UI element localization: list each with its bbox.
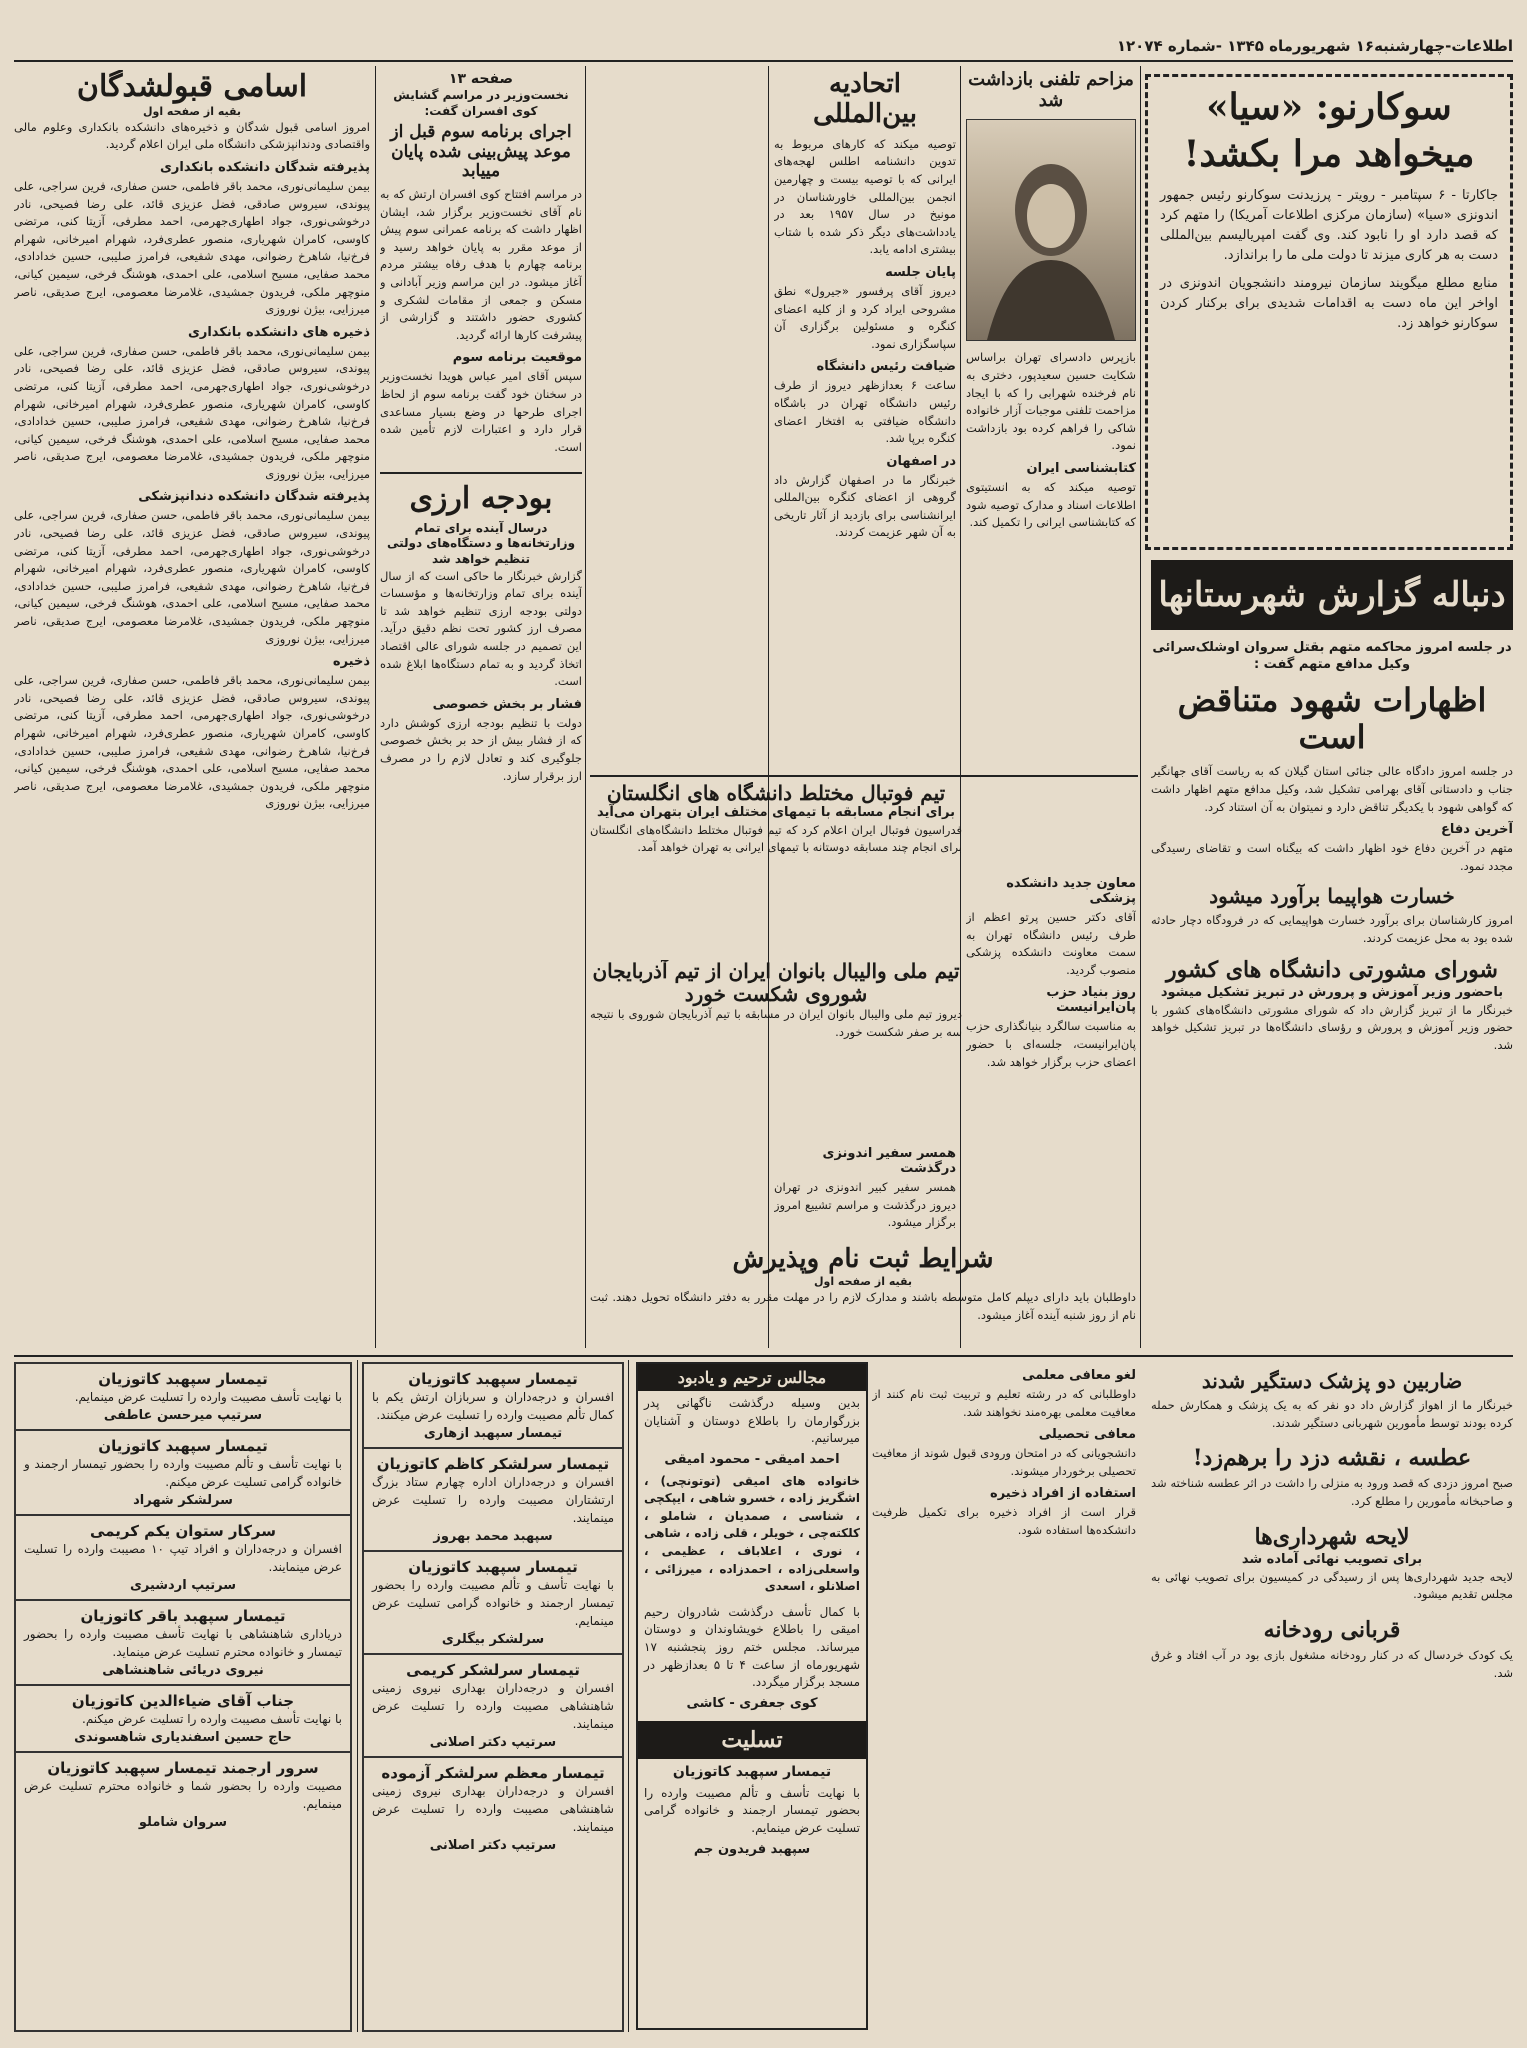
provinces-sec1: آخرین دفاع <box>1441 822 1513 838</box>
pm-body: در مراسم افتتاح کوی افسران ارتش که به نام آقای نخست‌وزیر برگزار شد، ایشان اظهار داشت که برنامه عمرانی سوم پیش از موعد مقرر به پایان خواهد رسید و برنامه چهارم با هدف رفاه بیشتر مردم آغاز میشود. در این مراسم وزیر آبادانی و مسکن و جمعی از مقامات لشکری و کشوری حضور داشتند و گزارشی از پیشرفت کارها ارائه گردید. <box>380 187 582 342</box>
lists-s4: ذخیره <box>332 654 370 670</box>
doctors-headline: ضاربین دو پزشک دستگیر شدند <box>1201 1369 1463 1393</box>
municipalities-body: لایحه جدید شهرداری‌ها پس از رسیدگی در کمیسیون برای تصویب نهائی به مجلس تقدیم میشود. <box>1151 1569 1513 1602</box>
masthead-issue: اطلاعات-چهارشنبه۱۶ شهریورماه ۱۳۴۵ -شماره ۱۲۰۷۴ <box>1116 37 1513 55</box>
notices-left <box>14 1362 352 2032</box>
notice-body: دریاداری شاهنشاهی با نهایت تأسف مصیبت وارده را بحضور تیمسار و خانواده محترم تسلیت عرض مینماید. <box>24 1627 342 1659</box>
lists-column <box>14 70 370 1350</box>
page-number: صفحه ۱۳ <box>448 71 514 87</box>
intl-sec2-body: ساعت ۶ بعدازظهر دیروز از طرف رئیس دانشگاه تهران در باشگاه دانشگاه ضیافتی به افتخار اعضای کنگره برپا شد. <box>774 378 956 446</box>
lists-s3: پذیرفته شدگان دانشکده دندانپزشکی <box>138 489 370 505</box>
provinces-banner: دنباله گزارش شهرستانها <box>1151 560 1513 630</box>
notice-title: تیمسار معظم سرلشکر آزموده <box>381 1764 605 1782</box>
notice-title: جناب آقای ضیاءالدین کاتوزیان <box>71 1692 295 1710</box>
pm-sec1: موقعیت برنامه سوم <box>452 350 582 366</box>
notice-sign: سرتیپ میرحسن عاطفی <box>103 1408 263 1423</box>
notice-sign: سرتیپ دکتر اصلانی <box>429 1735 557 1750</box>
football-body: فدراسیون فوتبال ایران اعلام کرد که تیم فوتبال مختلط دانشگاه‌های انگلستان برای انجام چند مسابقه دوستانه با تیمهای ایرانی به تهران خواهد آمد. <box>590 822 962 855</box>
airplane-body: امروز کارشناسان برای برآورد خسارت هواپیمایی که در فرودگاه دچار حادثه شده بود به محل عزیمت کردند. <box>1151 913 1513 945</box>
phone-body: بازپرس دادسرای تهران براساس شکایت حسین سعیدپور، دختری به نام فرخنده شهرابی را که با ایجاد مزاحمت تلفنی موجبات آزار خانواده شاکی را فراهم کرده بود بازداشت نمود. <box>966 350 1136 453</box>
soekarno-headline-2: میخواهد مرا بکشد! <box>1183 133 1475 176</box>
notice-sign: سپهبد محمد بهروز <box>433 1529 553 1544</box>
notice-title: تیمسار سپهبد کاتوزیان <box>408 1370 578 1388</box>
woman-photo <box>966 119 1136 341</box>
budget-body: گزارش خبرنگار ما حاکی است که از سال آینده برای تمام وزارتخانه‌ها و مؤسسات دولتی بودجه ارزی تنظیم خواهد شد تا مصرف ارز کشور تحت نظم دقیق درآید. این تصمیم در جلسه شورای عالی اقتصاد اتخاذ گردید و به تمام دستگاه‌ها ابلاغ شده است. <box>380 568 582 689</box>
lists-headline: اسامی قبولشدگان <box>76 70 308 104</box>
registration-body: داوطلبان باید دارای دیپلم کامل متوسطه باشند و مدارک لازم را در مهلت مقرر به دفتر دانشگاه تحویل دهند. ثبت نام از روز شنبه آینده آغاز میشود. <box>590 1290 1136 1322</box>
intl-headline: اتحادیه بین‌المللی <box>813 70 917 129</box>
col-rule-1 <box>1140 66 1141 1348</box>
registration-sec2-body: دانشجویانی که در امتحان ورودی قبول شوند از معافیت تحصیلی برخوردار میشوند. <box>872 1446 1136 1478</box>
registration-sec2: معافی تحصیلی <box>1038 1427 1136 1443</box>
notice-middle-4 <box>364 1758 622 1859</box>
notice-title: سرکار ستوان یکم کریمی <box>90 1522 276 1540</box>
notice-body: افسران و درجه‌داران و افراد تیپ ۱۰ مصیبت وارده را تسلیت عرض مینمایند. <box>24 1542 342 1574</box>
notice-title: تیمسار سرلشکر کریمی <box>406 1661 580 1679</box>
provinces-body: در جلسه امروز دادگاه عالی جنائی استان گیلان که به ریاست آقای جهانگیر جناب و دادستانی آقای بهرامی تشکیل شد، وکیل مدافع متهم اظهار داشت که گواهی شهود با یکدیگر تناقض دارد و نمیتوان به آن استناد کرد. <box>1151 764 1513 814</box>
budget-sec2: فشار بر بخش خصوصی <box>432 696 582 712</box>
notice-left-0 <box>16 1364 350 1431</box>
memorial-banner: مجالس ترحیم و یادبود <box>638 1364 866 1391</box>
phone-sec1: کتابشناسی ایران <box>1026 460 1136 476</box>
notice-title: تیمسار سرلشکر کاظم کاتوزیان <box>376 1455 610 1473</box>
ambassador-headline: همسر سفیر اندونزی درگذشت <box>822 1146 956 1176</box>
soekarno-box <box>1145 74 1513 550</box>
top-rule <box>14 60 1513 62</box>
notice-title: سرور ارجمند تیمسار سپهبد کاتوزیان <box>47 1759 319 1777</box>
memorial-sign-3: کوی جعفری - کاشی <box>686 1695 818 1711</box>
notice-left-1 <box>16 1431 350 1516</box>
intl-sec3-body: خبرنگار ما در اصفهان گزارش داد گروهی از اعضای کنگره بین‌المللی ایرانشناسی برای بازدید از آثار تاریخی به آن شهر عزیمت کردند. <box>774 472 956 540</box>
lists-names-1: بیمن سلیمانی‌نوری، محمد باقر فاطمی، حسن صفاری، فرین سراجی، علی پیوندی، سیروس صادقی، فضل عزیزی قائد، علی رضا فصیحی، نادر درخوشی‌نوری، جواد اطهاری‌جهرمی، احمد مطرفی، آزیتا کنی، مرتضی کاوسی، کامران شهریاری، منصور عطری‌فرد، شهرام امیرخانی، شهرام فرخ‌نیا، شاهرخ رضوانی، مهدی شفیعی، فرامرز صلیبی، حسین خدادادی، محمد صفایی، مسیح اسلامی، علی احمدی، هوشنگ فرخی، سیمین کیانی، منوچهر ملکی، فریدون جمشیدی، غلامرضا معصومی، ایرج صدیقی، ناصر میرزایی، بیژن نوروزی <box>14 178 370 317</box>
football-subhead: برای انجام مسابقه با تیمهای مختلف ایران بتهران می‌آید <box>597 805 955 820</box>
provinces-headline: اظهارات شهود متناقض است <box>1177 680 1487 756</box>
lists-names-2: بیمن سلیمانی‌نوری، محمد باقر فاطمی، حسن صفاری، فرین سراجی، علی پیوندی، سیروس صادقی، فضل عزیزی قائد، علی رضا فصیحی، نادر درخوشی‌نوری، جواد اطهاری‌جهرمی، احمد مطرفی، آزیتا کنی، مرتضی کاوسی، کامران شهریاری، منصور عطری‌فرد، شهرام امیرخانی، شهرام فرخ‌نیا، شاهرخ رضوانی، مهدی شفیعی، فرامرز صلیبی، حسین خدادادی، محمد صفایی، مسیح اسلامی، علی احمدی، هوشنگ فرخی، سیمین کیانی، منوچهر ملکی، فریدون جمشیدی، غلامرضا معصومی، ایرج صدیقی، ناصر میرزایی، بیژن نوروزی <box>14 343 370 481</box>
col-rule-3 <box>768 66 769 1348</box>
intl-column <box>774 70 956 770</box>
medical-block <box>966 870 1136 1110</box>
photo-figure-icon <box>967 120 1135 340</box>
registration-sec1: لغو معافی معلمی <box>1022 1368 1136 1383</box>
notice-title: تیمسار سپهبد باقر کاتوزیان <box>80 1607 286 1625</box>
universities-subhead: باحضور وزیر آموزش و پرورش در تبریز تشکیل میشود <box>1160 984 1504 1000</box>
notice-middle-1 <box>364 1449 622 1552</box>
memorial-body-1: بدین وسیله درگذشت ناگهانی پدر بزرگوارمان را باطلاع دوستان و آشنایان میرسانیم. <box>644 1396 860 1446</box>
universities-headline: شورای مشورتی دانشگاه های کشور <box>1166 956 1498 983</box>
intl-sec1: پایان جلسه <box>885 264 956 280</box>
notice-middle-2 <box>364 1552 622 1655</box>
lists-lead: امروز اسامی قبول شدگان و ذخیره‌های دانشکده بانکداری وعلوم مالی واقتصادی ودندانپزشکی دانشگاه ملی ایران اعلام گردید. <box>14 119 370 152</box>
registration-headline: شرایط ثبت نام وپذیرش <box>732 1245 994 1274</box>
registration-intro: بقیه از صفحه اول <box>813 1274 913 1288</box>
middle-column <box>380 70 582 1350</box>
medical-headline: معاون جدید دانشکده پزشکی <box>1006 876 1136 906</box>
notice-body: با نهایت تأسف و تألم مصیبت وارده را بحضور تیمسار ارجمند و خانواده گرامی تسلیت عرض مینمایم. <box>372 1578 614 1628</box>
soekarno-body-2: منابع مطلع میگویند سازمان نیرومند دانشجویان اندونزی در اواخر این ماه دست به اقدامات شدیدی برای برکنار کردن سوکارنو خواهد زد. <box>1160 275 1498 331</box>
memorial-families: خانواده های امیقی (توتونچی) ، اشگریز زاده ، خسرو شاهی ، ایپکچی ، شناسی ، صمدیان ، شاملو ، کلکته‌چی ، خویلر ، قلی زاده ، شاهی ، نوری ، اعلاباف ، عظیمی ، واسعلی‌زاده ، احمدزاده ، میرزائی ، اصلانلو ، اسعدی <box>644 1473 860 1594</box>
notice-sign: سرتیپ اردشیری <box>129 1578 237 1593</box>
registration-sec3-body: قرار است از افراد ذخیره برای تکمیل ظرفیت دانشکده‌ها استفاده شود. <box>872 1505 1136 1537</box>
condolence-banner: تسلیت <box>638 1721 866 1759</box>
notice-sign: سرتیپ دکتر اصلانی <box>429 1838 557 1853</box>
memorial-sign-1: احمد امیقی - محمود امیقی <box>664 1451 840 1467</box>
ambassador-block <box>774 1140 956 1240</box>
notice-body: افسران و درجه‌داران و سربازان ارتش یکم با کمال تألم مصیبت وارده را تسلیت عرض میکنند. <box>372 1390 614 1422</box>
river-headline: قربانی رودخانه <box>1263 1617 1401 1644</box>
party-headline: روز بنیاد حزب پان‌ایرانیست <box>1046 985 1136 1016</box>
pm-sec1-body: سپس آقای امیر عباس هویدا نخست‌وزیر در سخنان خود گفت برنامه سوم از لحاظ اجرای طرحها در وضع بسیار مساعدی قرار دارد و اعتبارات لازم تأمین شده است. <box>380 369 582 454</box>
budget-headline: بودجه ارزی <box>380 472 582 517</box>
provinces-column <box>1151 640 1513 1350</box>
notice-sign: سروان شاملو <box>138 1815 228 1830</box>
notice-title: تیمسار سپهبد کاتوزیان <box>408 1558 578 1576</box>
notice-title: تیمسار سپهبد کاتوزیان <box>98 1370 268 1388</box>
col-rule-5 <box>375 66 376 1348</box>
condolence-body: با نهایت تأسف و تألم مصیبت وارده را بحضور تیمسار ارجمند و خانواده گرامی تسلیت عرض مینمایم. <box>644 1785 860 1836</box>
pm-kicker: نخست‌وزیر در مراسم گشایش کوی افسران گفت: <box>393 88 569 118</box>
notice-middle-3 <box>364 1655 622 1758</box>
notices-middle <box>362 1362 624 2032</box>
masthead <box>14 34 1513 58</box>
notice-sign: نیروی دریائی شاهنشاهی <box>102 1663 264 1678</box>
registration-sec3: استفاده از افراد ذخیره <box>990 1486 1136 1502</box>
ambassador-body: همسر سفیر کبیر اندونزی در تهران دیروز درگذشت و مراسم تشییع امروز برگزار میشود. <box>774 1180 956 1230</box>
provinces-column-bottom <box>1151 1362 1513 2032</box>
lists-s2: ذخیره های دانشکده بانکداری <box>187 324 370 340</box>
phone-column <box>966 70 1136 1350</box>
pm-headline: اجرای برنامه سوم قبل از موعد پیش‌بینی شده پایان مییابد <box>390 122 572 182</box>
lists-s1: پذیرفته شدگان دانشکده بانکداری <box>159 159 370 175</box>
doctors-body: خبرنگار ما از اهواز گزارش داد دو نفر که به یک پزشک و همکارش حمله کرده بودند توسط مأمورین شهربانی دستگیر شدند. <box>1151 1398 1513 1430</box>
notice-body: افسران و درجه‌داران بهداری نیروی زمینی شاهنشاهی مصیبت وارده را تسلیت عرض مینمایند. <box>372 1784 614 1834</box>
memorial-body-3: با کمال تأسف درگذشت شادروان رحیم امیقی را باطلاع خویشاوندان و دوستان میرساند. مجلس ختم روز پنجشنبه ۱۷ شهریورماه از ساعت ۴ تا ۵ بعدازظهر در مسجد برگزار میگردد. <box>644 1604 860 1690</box>
intl-sec1-body: دیروز آقای پرفسور «جیرول» نطق مشروحی ایراد کرد و از کلیه اعضای کنگره و مسئولین برگزاری آن سپاسگزاری نمود. <box>774 283 956 351</box>
notice-body: با نهایت تأسف مصیبت وارده را تسلیت عرض میکنم. <box>82 1712 342 1726</box>
sneeze-body: صبح امروز دزدی که قصد ورود به منزلی را داشت در اثر عطسه شناخته شد و صاحبخانه مأمورین را مطلع کرد. <box>1151 1476 1513 1509</box>
soekarno-headline-1: سوکارنو: «سیا» <box>1206 86 1452 128</box>
volley-body: دیروز تیم ملی والیبال بانوان ایران در مسابقه با تیم آذربایجان شوروی با نتیجه سه بر صفر شکست خورد. <box>590 1007 962 1039</box>
condolence-box <box>636 1362 868 2030</box>
condolence-sign: سپهبد فریدون جم <box>693 1841 811 1857</box>
col-rule-2 <box>960 66 961 1348</box>
registration-top <box>590 1245 1136 1350</box>
notice-sign: تیمسار سپهبد ازهاری <box>423 1426 563 1441</box>
intl-sec2: ضیافت رئیس دانشگاه <box>816 359 956 375</box>
lists-names-3: بیمن سلیمانی‌نوری، محمد باقر فاطمی، حسن صفاری، فرین سراجی، علی پیوندی، سیروس صادقی، فضل عزیزی قائد، علی رضا فصیحی، نادر درخوشی‌نوری، جواد اطهاری‌جهرمی، احمد مطرفی، آزیتا کنی، مرتضی کاوسی، کامران شهریاری، منصور عطری‌فرد، شهرام امیرخانی، شهرام فرخ‌نیا، شاهرخ رضوانی، مهدی شفیعی، فرامرز صلیبی، حسین خدادادی، محمد صفایی، مسیح اسلامی، علی احمدی، هوشنگ فرخی، سیمین کیانی، منوچهر ملکی، فریدون جمشیدی، غلامرضا معصومی، ایرج صدیقی، ناصر میرزایی، بیژن نوروزی <box>14 508 370 646</box>
lists-names-4: بیمن سلیمانی‌نوری، محمد باقر فاطمی، حسن صفاری، فرین سراجی، علی پیوندی، سیروس صادقی، فضل عزیزی قائد، علی رضا فصیحی، نادر درخوشی‌نوری، جواد اطهاری‌جهرمی، احمد مطرفی، آزیتا کنی، مرتضی کاوسی، کامران شهریاری، منصور عطری‌فرد، شهرام امیرخانی، شهرام فرخ‌نیا، شاهرخ رضوانی، مهدی شفیعی، فرامرز صلیبی، حسین خدادادی، محمد صفایی، مسیح اسلامی، علی احمدی، هوشنگ فرخی، سیمین کیانی، منوچهر ملکی، فریدون جمشیدی، غلامرضا معصومی، ایرج صدیقی، ناصر میرزایی، بیژن نوروزی <box>14 673 370 811</box>
phone-sec1-body: توصیه میکند که به انستیتوی اطلاعات اسناد و مدارک توصیه شود که کتابشناسی ایرانی را تکمیل کند. <box>966 479 1136 530</box>
football-block <box>590 782 962 932</box>
notice-left-2 <box>16 1516 350 1601</box>
volley-block <box>590 960 962 1140</box>
provinces-sec1-body: متهم در آخرین دفاع خود اظهار داشت که بیگناه است و تقاضای رسیدگی مجدد نمود. <box>1151 841 1513 873</box>
lists-intro: بقیه از صفحه اول <box>142 104 242 118</box>
notice-left-5 <box>16 1753 350 1836</box>
notice-sign: سرلشکر بیگلری <box>441 1632 545 1647</box>
river-body: یک کودک خردسال که در کنار رودخانه مشغول بازی بود در آب افتاد و غرق شد. <box>1151 1648 1513 1680</box>
notice-body: با نهایت تأسف و تألم مصیبت وارده را بحضور تیمسار ارجمند و خانواده گرامی تسلیت عرض میکنم. <box>24 1457 342 1489</box>
notice-left-4 <box>16 1686 350 1753</box>
soekarno-body: جاکارتا - ۶ سپتامبر - رویتر - پرزیدنت سوکارنو رئیس جمهور اندونزی «سیا» (سازمان مرکزی اطلاعات آمریکا) را متهم کرد که قصد دارد او را نابود کند. وی گفت امپریالیسم بین‌المللی دست به هر کاری میزند تا دولت ملی ما را براندازد. <box>1160 187 1498 263</box>
phone-headline: مزاحم تلفنی بازداشت شد <box>968 70 1134 111</box>
notice-body: افسران و درجه‌داران بهداری نیروی زمینی شاهنشاهی مصیبت وارده را تسلیت عرض مینمایند. <box>372 1681 614 1731</box>
sneeze-headline: عطسه ، نقشه دزد را برهم‌زد! <box>1192 1445 1472 1472</box>
condolence-title: تیمسار سپهبد کاتوزیان <box>672 1763 832 1780</box>
notice-title: تیمسار سپهبد کاتوزیان <box>98 1437 268 1455</box>
provinces-subhead: در جلسه امروز محاکمه متهم بقتل سروان اوشلک‌سرائی وکیل مدافع متهم گفت : <box>1152 640 1512 672</box>
registration-sec1-body: داوطلبانی که در رشته تعلیم و تربیت ثبت نام کنند از معافیت معلمی بهره‌مند نخواهند شد. <box>872 1387 1136 1419</box>
notice-body: مصیبت وارده را بحضور شما و خانواده محترم تسلیت عرض مینمایم. <box>24 1779 342 1811</box>
budget-subhead: درسال آینده برای تمام وزارتخانه‌ها و دستگاه‌های دولتی تنظیم خواهد شد <box>386 520 576 567</box>
bottom-rule-2 <box>357 1360 358 2032</box>
fold-rule <box>14 1355 1513 1357</box>
party-body: به مناسبت سالگرد بنیانگذاری حزب پان‌ایرانیست، جلسه‌ای با حضور اعضای حزب برگزار خواهد شد. <box>966 1019 1136 1069</box>
notice-body: با نهایت تأسف مصیبت وارده را تسلیت عرض مینمایم. <box>74 1390 342 1404</box>
notice-middle-0 <box>364 1364 622 1449</box>
municipalities-headline: لایحه شهرداری‌ها <box>1254 1523 1410 1550</box>
notice-sign: سرلشکر شهراد <box>133 1493 233 1508</box>
intl-body: توصیه میکند که کارهای مربوط به تدوین دانشنامه اطلس لهجه‌های ایرانی که با توصیه بیست و چهارمین انجمن بین‌المللی خاورشناسان در مونیخ در سال ۱۹۵۷ بعد در یادداشت‌های دیگر ذکر شده با شتاب بیشتری ادامه یابد. <box>774 136 956 257</box>
municipalities-subhead: برای تصویب نهائی آماده شد <box>1241 1551 1423 1567</box>
notice-left-3 <box>16 1601 350 1686</box>
col-rule-4 <box>585 66 586 1348</box>
universities-body: خبرنگار ما از تبریز گزارش داد که شورای مشورتی دانشگاه‌های کشور با حضور وزیر آموزش و پرورش و رؤسای دانشگاه‌ها در تبریز تشکیل خواهد شد. <box>1151 1002 1513 1052</box>
notice-body: افسران و درجه‌داران اداره چهارم ستاد بزرگ ارتشتاران مصیبت وارده را تسلیت عرض مینمایند. <box>372 1475 614 1525</box>
volley-headline: تیم ملی والیبال بانوان ایران از تیم آذربایجان شوروی شکست خورد <box>592 960 960 1006</box>
football-rule <box>590 775 1138 777</box>
registration-column <box>872 1362 1136 2032</box>
notice-sign: حاج حسین اسفندیاری شاهسوندی <box>74 1730 292 1745</box>
intl-sec3: در اصفهان <box>886 453 956 469</box>
airplane-headline: خسارت هواپیما برآورد میشود <box>1209 884 1455 909</box>
bottom-rule-1 <box>628 1360 629 2032</box>
budget-sec2-body: دولت با تنظیم بودجه ارزی کوشش دارد که از فشار بیش از حد بر بخش خصوصی جلوگیری کند و تعادل لازم را در مصرف ارز برقرار سازد. <box>380 715 582 783</box>
medical-body: آقای دکتر حسین پرتو اعظم از طرف رئیس دانشگاه تهران به سمت معاونت دانشکده پزشکی منصوب گردید. <box>966 910 1136 977</box>
football-headline: تیم فوتبال مختلط دانشگاه های انگلستان <box>606 782 946 805</box>
